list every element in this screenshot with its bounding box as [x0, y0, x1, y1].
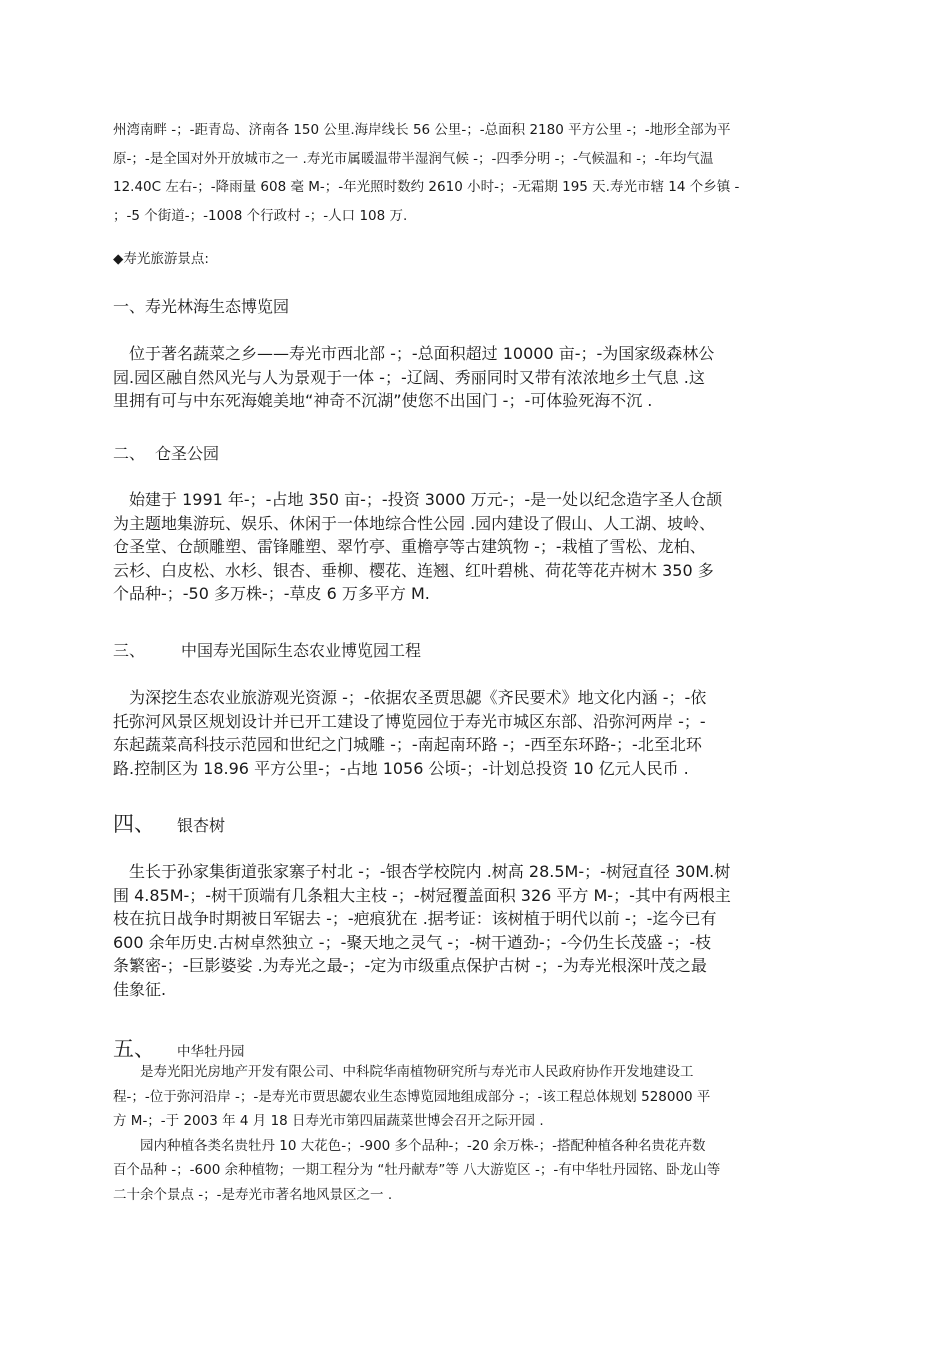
text-line: 方 M-；-于 2003 年 4 月 18 日寿光市第四届蔬菜世博会召开之际开园 . [113, 1113, 544, 1129]
section-number: 一、 [113, 297, 146, 316]
section-number: 四、 [113, 812, 155, 836]
text-line: 佳象征. [113, 979, 167, 999]
section-title: 仓圣公园 [155, 444, 220, 463]
text-line: 园.园区融自然风光与人为景观于一体 -；-辽阔、秀丽同时又带有浓浓地乡土气息 .这 [113, 367, 705, 387]
section-number: 三、 [113, 641, 146, 660]
text-line: 州湾南畔 -；-距青岛、济南各 150 公里.海岸线长 56 公里-；-总面积 2180 平方公里 -；-地形全部为平 [113, 122, 731, 138]
section-heading [113, 294, 289, 317]
text-line: 围 4.85M-；-树干顶端有几条粗大主枝 -；-树冠覆盖面积 326 平方 M-；-其中有两根主 [113, 885, 731, 905]
section-body [113, 686, 838, 780]
text-line: 位于著名蔬菜之乡——寿光市西北部 -；-总面积超过 10000 亩-；-为国家级森林公 [113, 344, 715, 363]
text-line: 条繁密-；-巨影婆娑 .为寿光之最-；-定为市级重点保护古树 -；-为寿光根深叶茂之最 [113, 956, 707, 975]
section-body [113, 860, 838, 1001]
text-line: 东起蔬菜高科技示范园和世纪之门城雕 -；-南起南环路 -；-西至东环路-；-北至北环 [113, 735, 702, 754]
text-line: 托弥河风景区规划设计并已开工建设了博览园位于寿光市城区东部、沿弥河两岸 -；- [113, 711, 706, 731]
section-heading [113, 638, 421, 661]
text-line: 600 余年历史.古树卓然独立 -；-聚天地之灵气 -；-树干遒劲-；-今仍生长茂盛 -；-枝 [113, 932, 712, 952]
text-line: 12.40C 左右-；-降雨量 608 毫 M-；-年光照时数约 2610 小时-；-无霜期 195 天.寿光市辖 14 个乡镇 - [113, 179, 740, 195]
section-number: 二、 [113, 444, 146, 463]
text-line: 云杉、白皮松、水杉、银杏、垂柳、樱花、连翘、红叶碧桃、荷花等花卉树木 350 多 [113, 560, 714, 580]
section-title: 中华牡丹园 [177, 1044, 245, 1060]
text-line: 程-；-位于弥河沿岸 -；-是寿光市贾思勰农业生态博览园地组成部分 -；-该工程总体规划 528000 平 [113, 1088, 711, 1105]
text-line: 为主题地集游玩、娱乐、休闲于一体地综合性公园 .园内建设了假山、人工湖、坡岭、 [113, 513, 716, 533]
section-body [113, 342, 838, 413]
section-body [113, 1060, 843, 1207]
text-line: 是寿光阳光房地产开发有限公司、中科院华南植物研究所与寿光市人民政府协作开发地建设工 [113, 1064, 694, 1080]
text-line: 园内种植各类名贵牡丹 10 大花色-；-900 多个品种-；-20 余万株-；-搭配种植各种名贵花卉数 [113, 1137, 706, 1154]
text-line: 原-；-是全国对外开放城市之一 .寿光市属暖温带半湿润气候 -；-四季分明 -；-气候温和 -；-年均气温 [113, 150, 714, 167]
text-line: 始建于 1991 年-；-占地 350 亩-；-投资 3000 万元-；-是一处以纪念造字圣人仓颉 [113, 490, 723, 509]
text-line: 路.控制区为 18.96 平方公里-；-占地 1056 公顷-；-计划总投资 10 亿元人民币 . [113, 758, 689, 778]
text-line: 仓圣堂、仓颉雕塑、雷锋雕塑、翠竹亭、重檐亭等古建筑物 -；-栽植了雪松、龙柏、 [113, 537, 706, 556]
section-title: 寿光林海生态博览园 [145, 297, 290, 316]
attractions-label: ◆寿光旅游景点: [113, 251, 209, 267]
text-line: ；-5 个街道-；-1008 个行政村 -；-人口 108 万. [113, 207, 408, 224]
intro-paragraph [113, 116, 843, 230]
section-title: 中国寿光国际生态农业博览园工程 [181, 641, 422, 660]
section-heading [113, 808, 225, 838]
section-number: 五、 [113, 1037, 155, 1061]
text-line: 枝在抗日战争时期被日军锯去 -；-疤痕犹在 .据考证：该树植于明代以前 -；-迄今已有 [113, 909, 717, 928]
text-line: 里拥有可与中东死海媲美地“神奇不沉湖”使您不出国门 -；-可体验死海不沉 . [113, 391, 653, 410]
text-line: 为深挖生态农业旅游观光资源 -；-依据农圣贾思勰《齐民要术》地文化内涵 -；-依 [113, 688, 707, 707]
section-heading [113, 441, 219, 464]
section-heading [113, 1033, 245, 1063]
text-line: 二十余个景点 -；-是寿光市著名地风景区之一 . [113, 1186, 393, 1203]
section-title: 银杏树 [177, 816, 226, 835]
section-body [113, 488, 838, 606]
text-line: 生长于孙家集街道张家寨子村北 -；-银杏学校院内 .树高 28.5M-；-树冠直径 30M.树 [113, 862, 731, 881]
text-line: 个品种-；-50 多万株-；-草皮 6 万多平方 M. [113, 584, 430, 603]
text-line: 百个品种 -；-600 余种植物；一期工程分为 “牡丹献寿”等 八大游览区 -；-有中华牡丹园铭、卧龙山等 [113, 1162, 721, 1178]
